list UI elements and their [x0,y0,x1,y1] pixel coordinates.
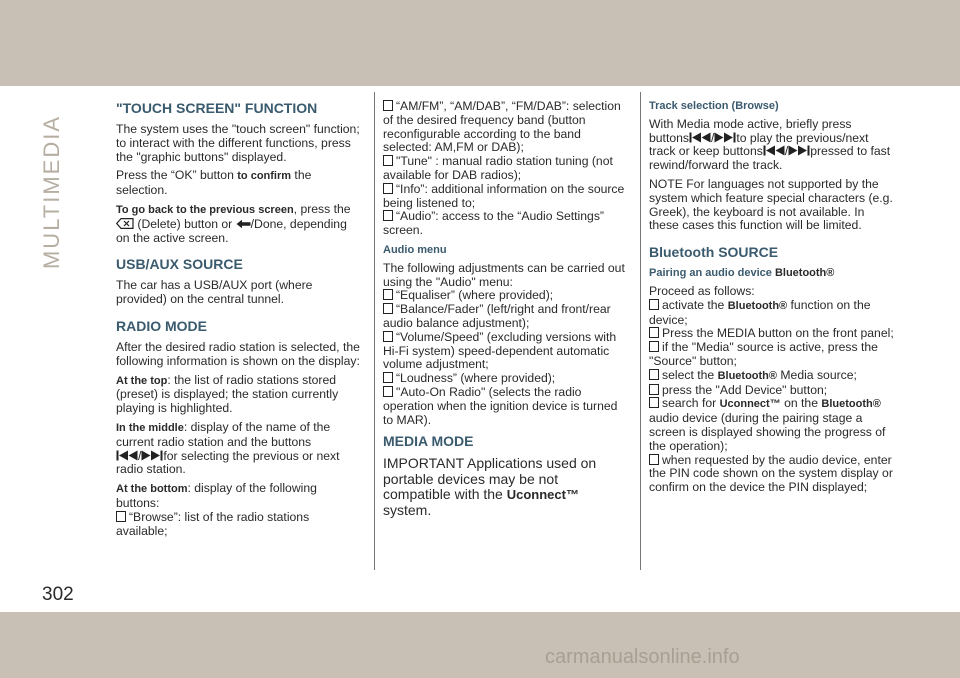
next-track-icon [714,132,736,143]
paragraph: At the top: the list of radio stations stored (preset) is displayed; the station currently playing is highlighted. [116,372,339,416]
bullet-box-icon [383,372,393,383]
bullet-box-icon [649,397,659,408]
column-1 [116,100,361,543]
list-item: “Volume/Speed” (excluding versions with Hi-Fi system) speed-dependent automatic volume adjustment; [383,329,617,372]
list-item: “Info”: additional information on the source being listened to; [383,181,625,210]
heading-media-mode: MEDIA MODE [383,433,474,450]
back-arrow-icon [236,219,251,229]
delete-icon [116,218,134,229]
heading-usb-aux: USB/AUX SOURCE [116,256,243,273]
list-item: “AM/FM”, “AM/DAB”, “FM/DAB”: selection of the desired frequency band (button reconfigurable according to the band selected: AM,FM or DAB); [383,99,621,155]
paragraph-important: IMPORTANT Applications used on portable devices may be not compatible with the Uconnect™ system. [383,455,597,518]
list-item: when requested by the audio device, enter the PIN code shown on the system display or confirm on the device the PIN displayed; [649,452,893,495]
bullet-box-icon [649,327,659,338]
list-item: “Balance/Fader” (left/right and front/rear audio balance adjustment); [383,302,611,330]
previous-track-icon [116,450,138,461]
paragraph: The system uses the "touch screen" function; to interact with the different functions, press the "graphic buttons" displayed. [116,122,360,164]
paragraph: The car has a USB/AUX port (where provided) on the central tunnel. [116,278,313,307]
bullet-box-icon [383,331,393,342]
paragraph: Press the “OK” button to confirm the selection. [116,168,312,198]
list-item: "Tune" : manual radio station tuning (not available for DAB radios); [383,154,613,182]
paragraph: At the bottom: display of the following buttons: “Browse”: list of the radio stations available; [116,482,361,538]
bullet-box-icon [383,155,393,166]
list-item: “Browse”: list of the radio stations available; [116,509,310,538]
previous-track-icon [763,145,785,156]
bullet-box-icon [649,369,659,380]
heading-touch-screen: "TOUCH SCREEN" FUNCTION [116,100,318,116]
list-item: Press the MEDIA button on the front panel; [649,327,894,341]
bullet-box-icon [649,454,659,465]
list-item: "Auto-On Radio" (selects the radio operation when the ignition device is turned to MAR). [383,384,618,427]
paragraph: After the desired radio station is selected, the following information is shown on the display: [116,339,360,368]
bullet-box-icon [383,183,393,194]
list-item: select the Bluetooth® Media source; [649,369,894,384]
bullet-box-icon [649,341,659,352]
section-side-label: MULTIMEDIA [39,114,64,270]
heading-audio-menu: Audio menu [383,243,447,256]
list-item: “Equaliser” (where provided); [383,289,628,303]
paragraph: The following adjustments can be carried out using the "Audio" menu: [383,260,625,289]
bullet-box-icon [383,386,393,397]
list-item: press the "Add Device" button; [649,384,894,398]
column-divider [374,92,375,570]
header-band [0,0,960,86]
heading-radio-mode: RADIO MODE [116,317,207,334]
list-item: activate the Bluetooth® function on the device; [649,297,871,327]
bullet-box-icon [116,511,126,522]
bullet-box-icon [383,100,393,111]
list-item: “Loudness” (where provided); [383,372,628,386]
column-divider [640,92,641,570]
paragraph: Proceed as follows: [649,283,755,298]
paragraph: With Media mode active, briefly press buttons / to play the previous/next track or keep buttons / pressed to fast rewind/forward the track. [649,116,891,173]
column-2 [383,100,628,523]
heading-pairing: Pairing an audio device Bluetooth® [649,267,835,280]
next-track-icon [141,450,163,461]
bullet-box-icon [383,303,393,314]
bullet-box-icon [383,210,393,221]
previous-track-icon [689,132,711,143]
bullet-box-icon [649,299,659,310]
list-item: if the "Media" source is active, press the "Source" button; [649,340,878,368]
paragraph: To go back to the previous screen, press the (Delete) button or /Done, depending on the active screen. [116,201,351,245]
bullet-box-icon [649,384,659,395]
heading-track-selection: Track selection (Browse) [649,100,779,112]
list-item: “Audio”: access to the “Audio Settings” screen. [383,209,604,238]
footer-band [0,612,960,678]
page-number: 302 [42,584,74,605]
bullet-box-icon [383,289,393,300]
column-3 [649,100,894,495]
list-item: search for Uconnect™ on the Bluetooth® audio device (during the pairing stage a screen is displayed showing the progress of the operation); [649,396,886,453]
paragraph: In the middle: display of the name of the current radio station and the buttons / for selecting the previous or next radio station. [116,419,340,477]
next-track-icon [788,145,810,156]
paragraph-note: NOTE For languages not supported by the system which feature special characters (e.g. Greek), the keyboard is not available. In these cases this function will be limited. [649,176,893,233]
heading-bluetooth-source: Bluetooth SOURCE [649,244,779,261]
watermark: carmanualsonline.info [545,646,740,668]
